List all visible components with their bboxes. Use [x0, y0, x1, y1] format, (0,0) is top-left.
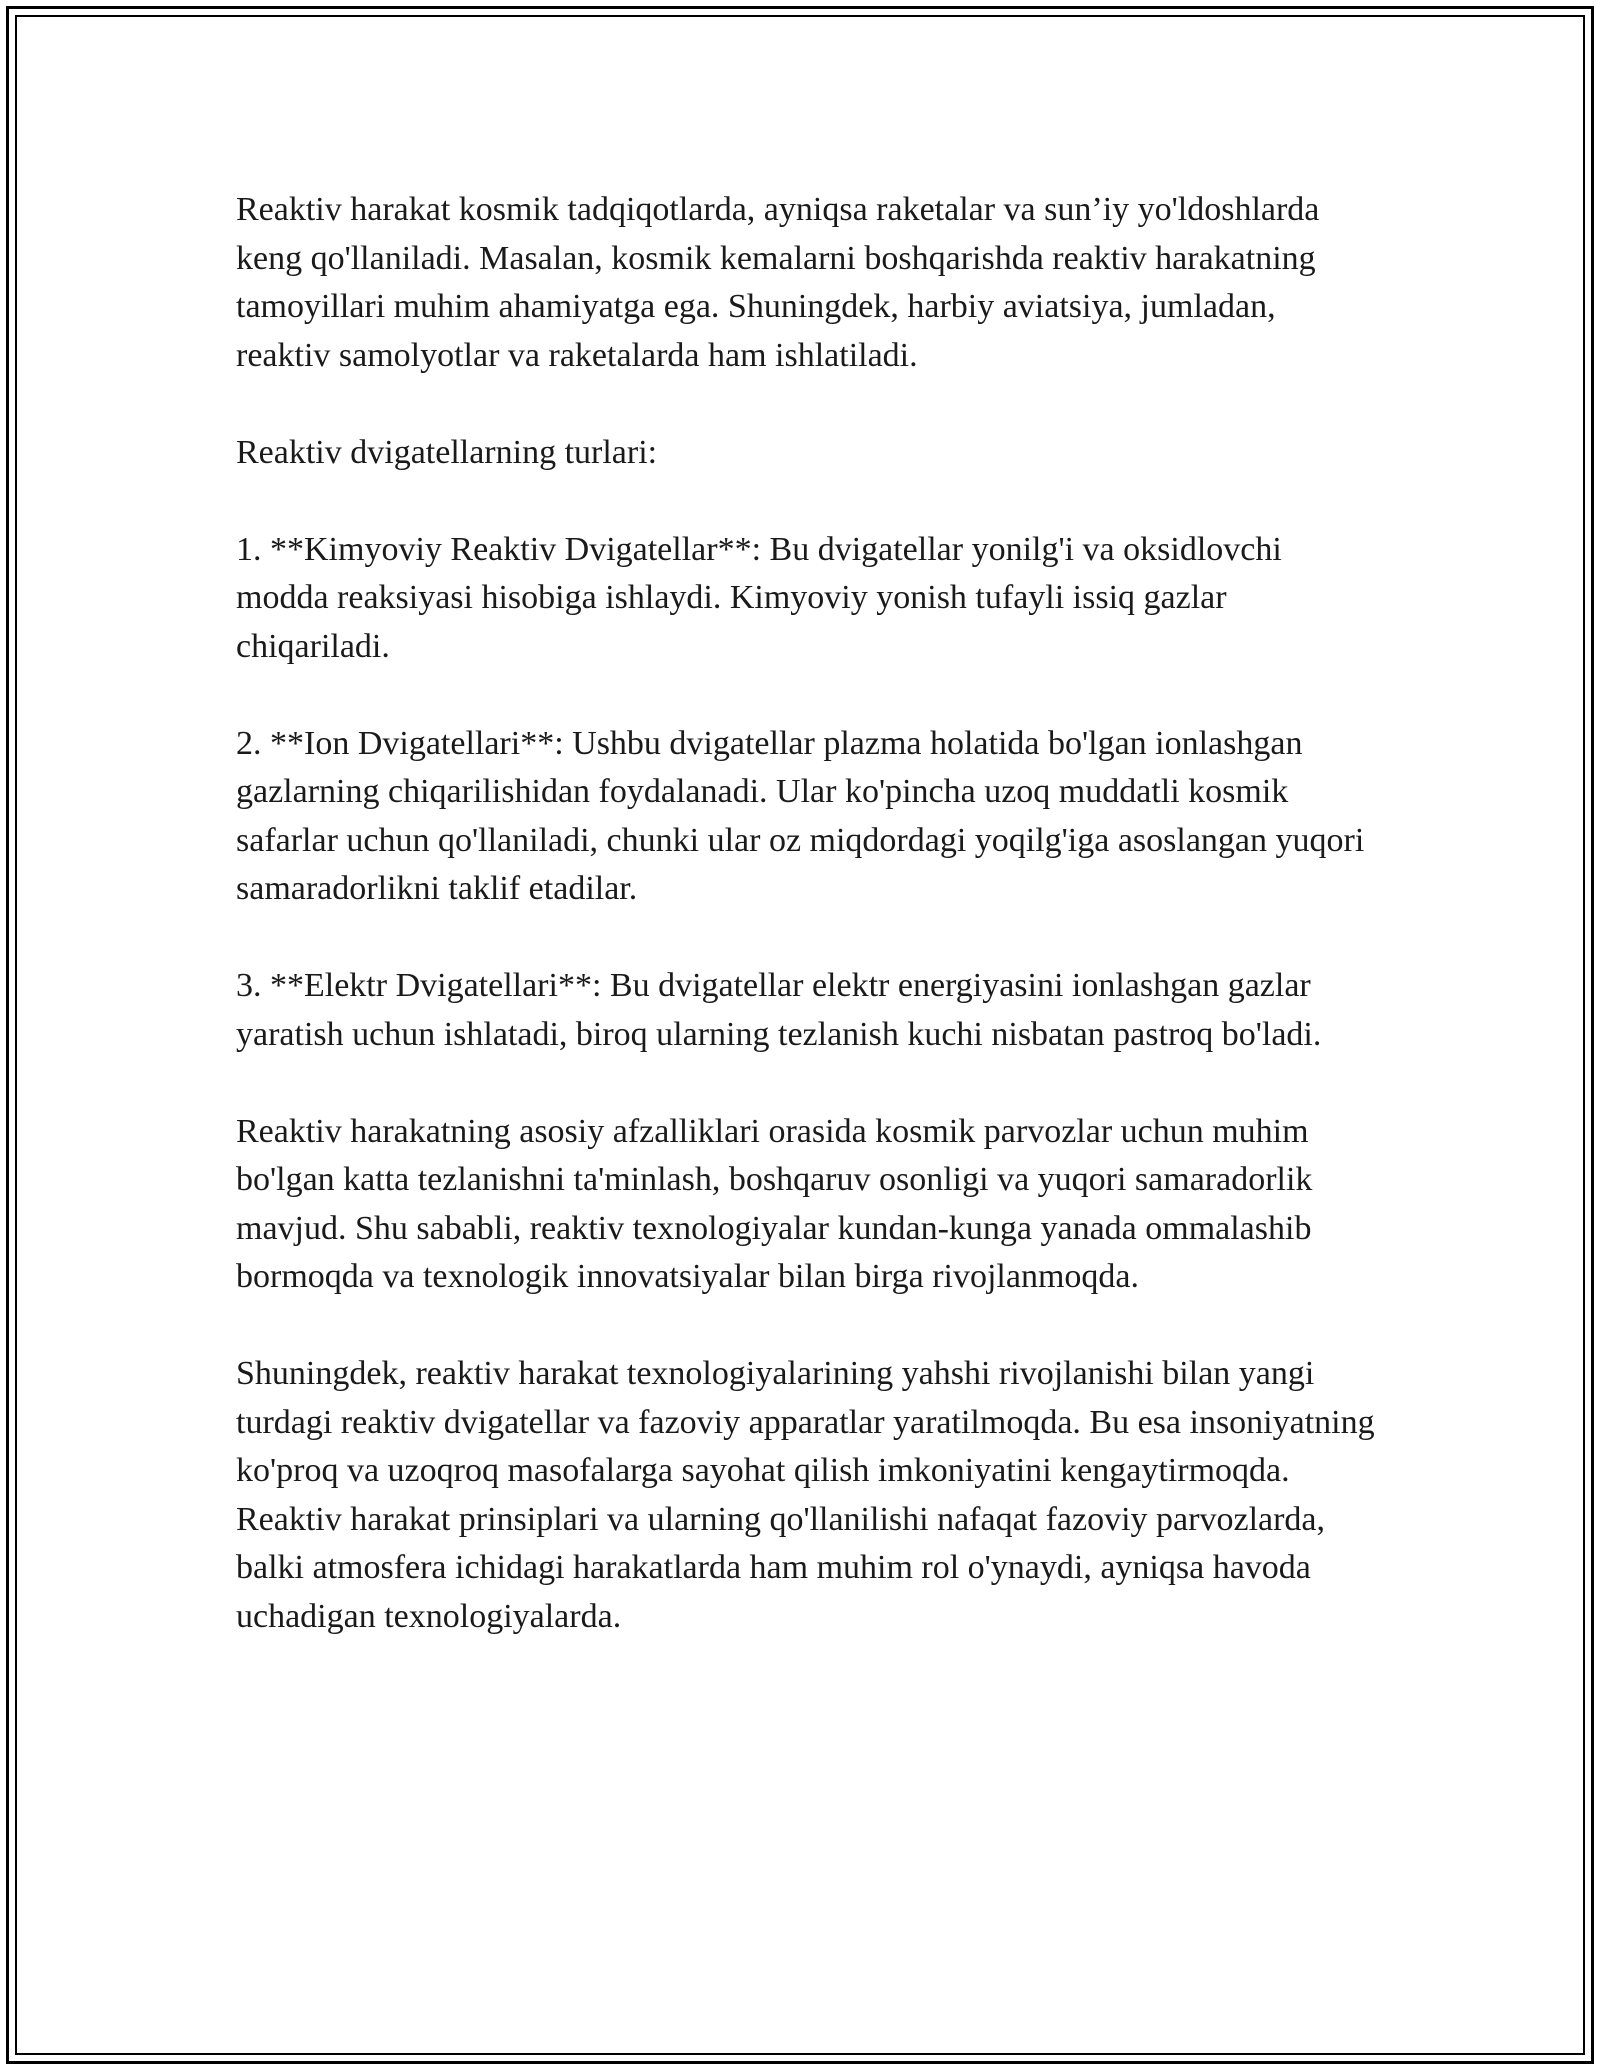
- paragraph-future-development: Shuningdek, reaktiv harakat texnologiyalarining yahshi rivojlanishi bilan yangi turdagi reaktiv dvigatellar va fazoviy apparatlar yaratilmoqda. Bu esa insoniyatning ko'proq va uzoqroq masofalarga sayohat qilish imkoniyatini kengaytirmoqda. Reaktiv harakat prinsiplari va ularning qo'llanilishi nafaqat fazoviy parvozlarda, balki atmosfera ichidagi harakatlarda ham muhim rol o'ynaydi, ayniqsa havoda uchadigan texnologiyalarda.: [236, 1355, 1375, 1635]
- paragraph-ion-engines: 2. **Ion Dvigatellari**: Ushbu dvigatellar plazma holatida bo'lgan ionlashgan gazlarning chiqarilishidan foydalanadi. Ular ko'pincha uzoq muddatli kosmik safarlar uchun qo'llaniladi, chunki ular oz miqdordagi yoqilg'iga asoslangan yuqori samaradorlikni taklif etadilar.: [236, 724, 1365, 907]
- paragraph-reactive-motion-applications: Reaktiv harakat kosmik tadqiqotlarda, ayniqsa raketalar va sun’iy yo'ldoshlarda keng qo'llaniladi. Masalan, kosmik kemalarni boshqarishda reaktiv harakatning tamoyillari muhim ahamiyatga ega. Shuningdek, harbiy aviatsiya, jumladan, reaktiv samolyotlar va raketalarda ham ishlatiladi.: [236, 191, 1320, 374]
- paragraph-electric-engines: 3. **Elektr Dvigatellari**: Bu dvigatellar elektr energiyasini ionlashgan gazlar yaratish uchun ishlatadi, biroq ularning tezlanish kuchi nisbatan pastroq bo'ladi.: [236, 967, 1322, 1053]
- paragraph-engine-types-heading: Reaktiv dvigatellarning turlari:: [236, 433, 658, 471]
- paragraph-chemical-engines: 1. **Kimyoviy Reaktiv Dvigatellar**: Bu dvigatellar yonilg'i va oksidlovchi modda reaksiyasi hisobiga ishlaydi. Kimyoviy yonish tufayli issiq gazlar chiqariladi.: [236, 530, 1282, 665]
- document-body: [236, 186, 1376, 1690]
- paragraph-advantages: Reaktiv harakatning asosiy afzalliklari orasida kosmik parvozlar uchun muhim bo'lgan katta tezlanishni ta'minlash, boshqaruv osonligi va yuqori samaradorlik mavjud. Shu sababli, reaktiv texnologiyalar kundan-kunga yanada ommalashib bormoqda va texnologik innovatsiyalar bilan birga rivojlanmoqda.: [236, 1112, 1313, 1295]
